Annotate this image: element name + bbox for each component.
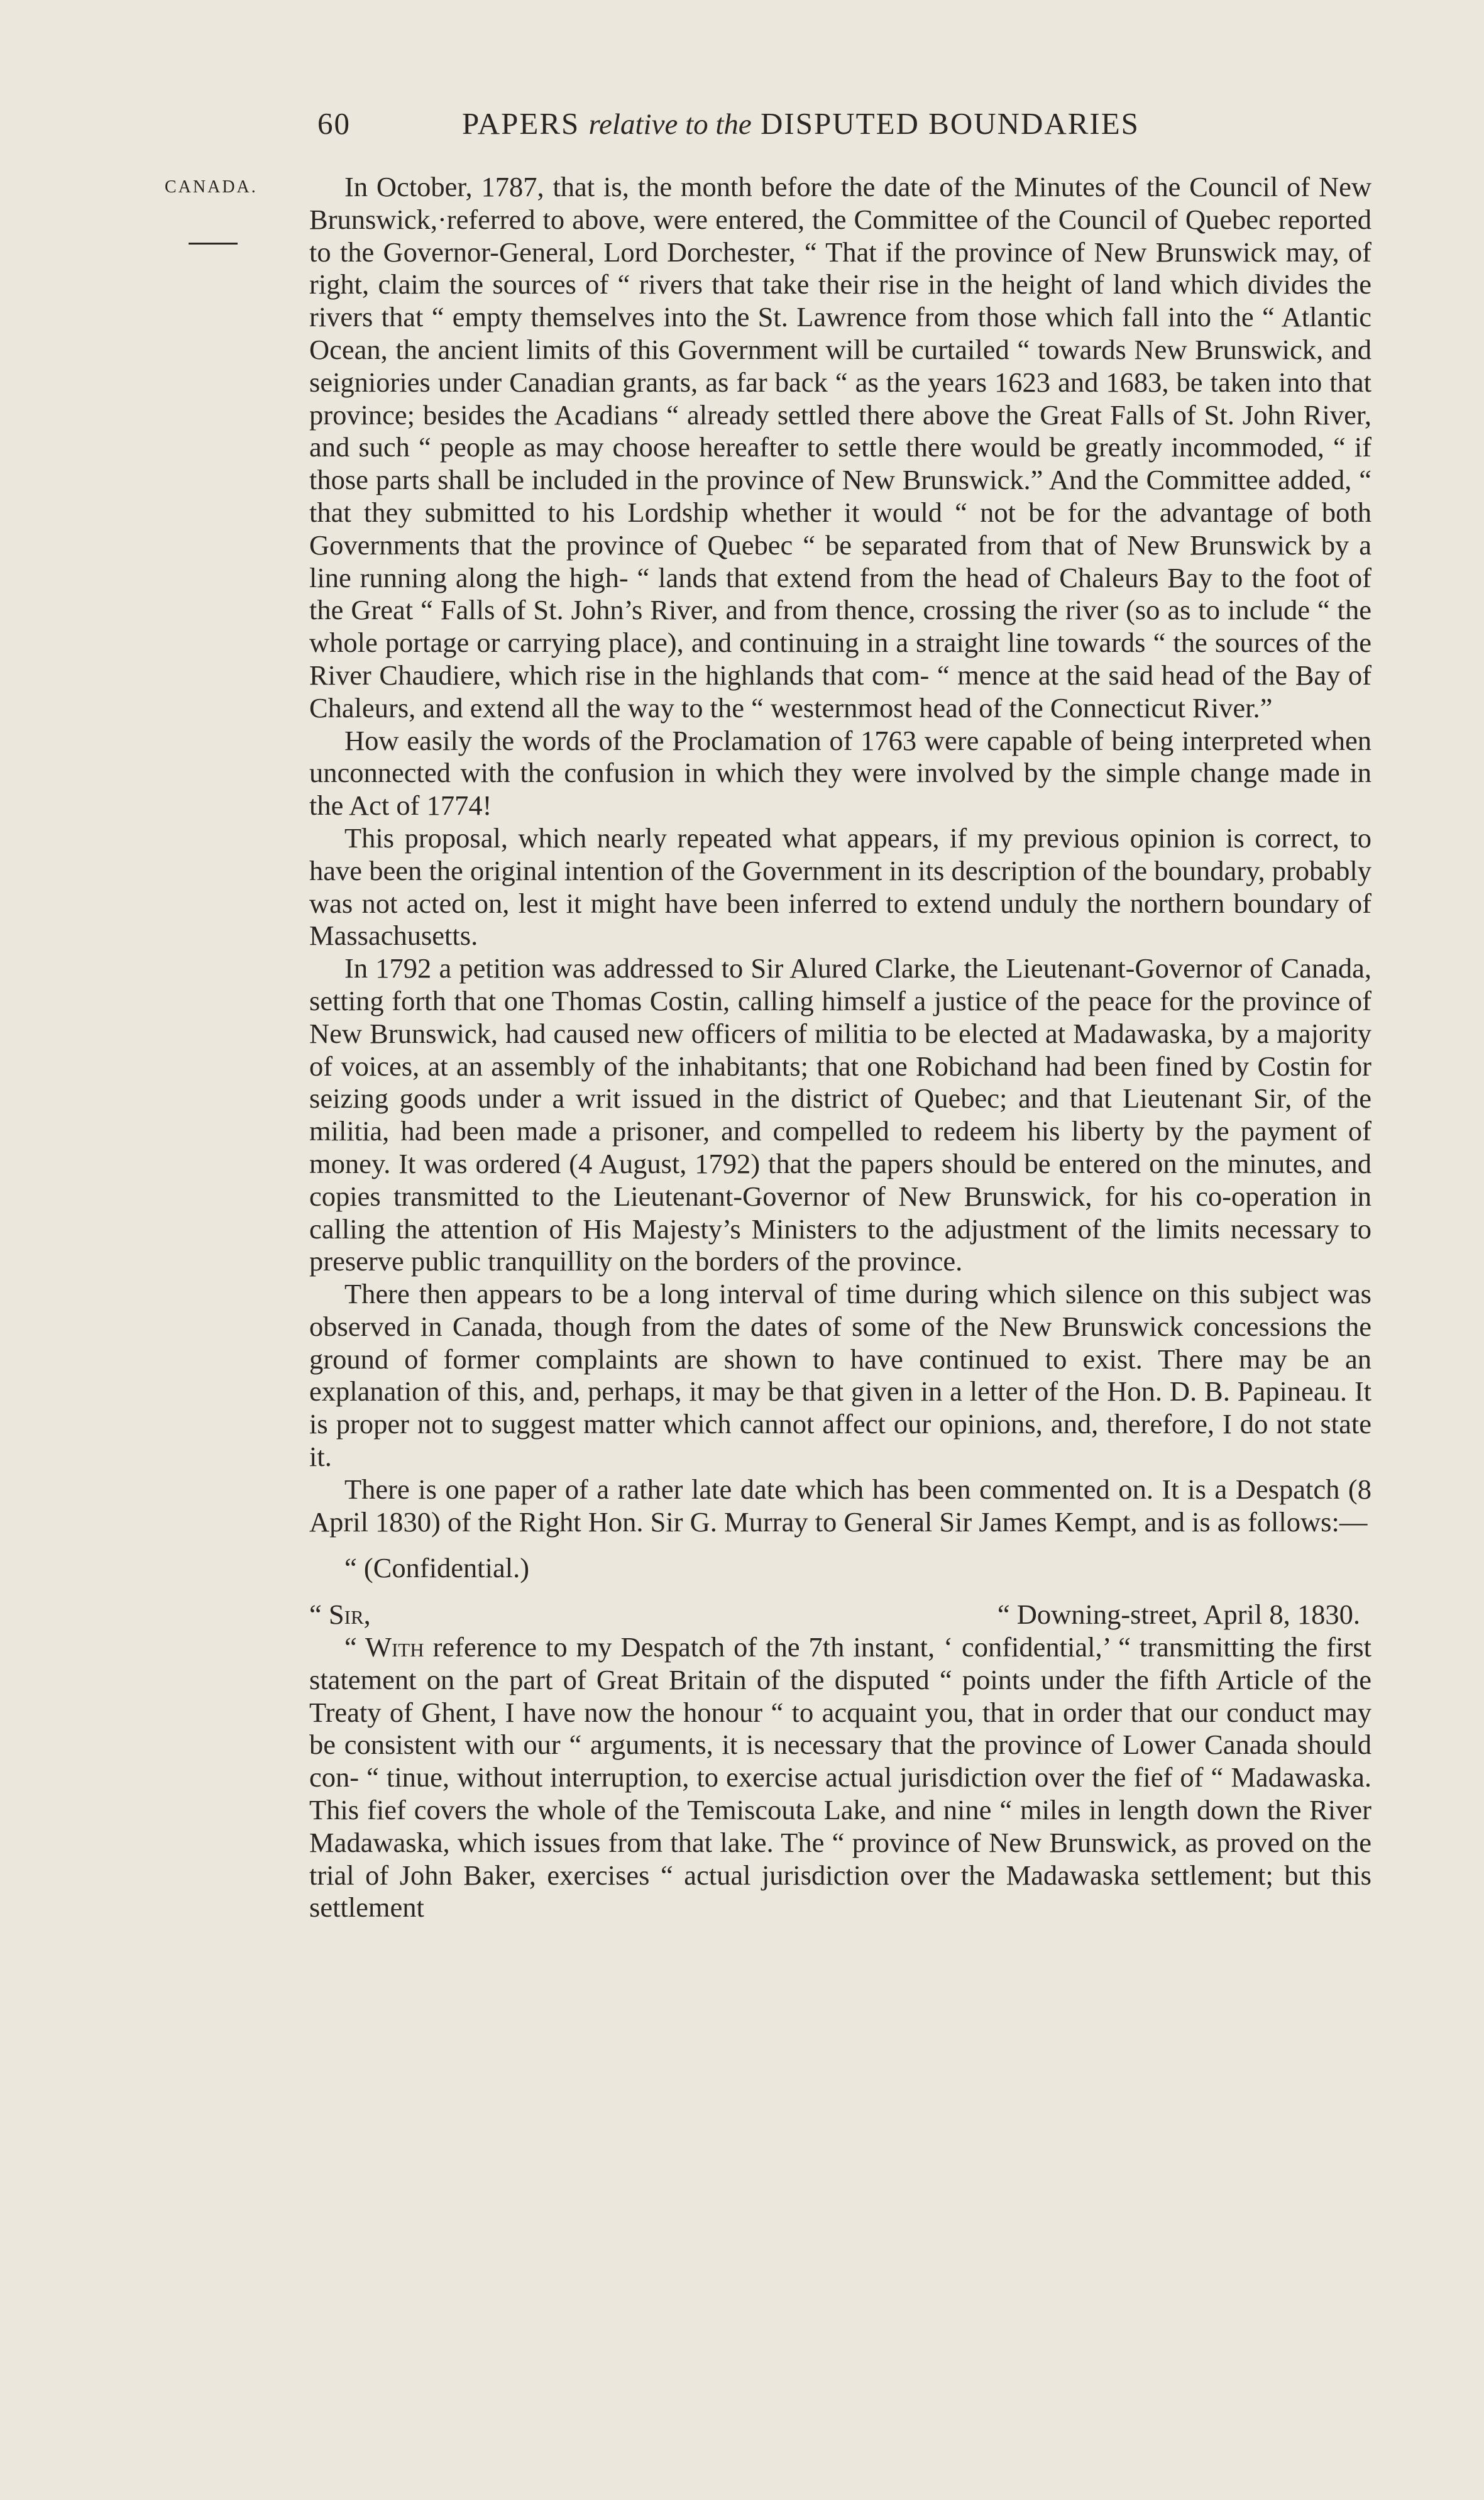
letter-body-text: reference to my Despatch of the 7th instant, ‘ confidential,’ “ transmitting the first statement on the part of Great Britain of the disputed “ points under the fifth Article of the Treaty of Ghent, I have now the honour “ to acquaint you, that in order that our conduct may be consistent with our “ arguments, it is necessary that the province of Lower Canada should con- “ tinue, without interruption, to exercise actual jurisdiction over the fief of “ Madawaska. This fief covers the whole of the Temiscouta Lake, and nine “ miles in length down the River Madawaska, which issues from that lake. The “ province of New Brunswick, as proved on the trial of John Baker, exercises “ actual jurisdiction over the Madawaska settlement; but this settlement: [309, 1631, 1371, 1924]
letter-dateline: “ Downing-street, April 8, 1830.: [997, 1599, 1360, 1631]
spacer: [309, 1538, 1371, 1552]
letter-confidential: “ (Confidential.): [344, 1552, 530, 1584]
margin-rule: [189, 243, 238, 245]
running-title-part-2: relative to the: [588, 108, 752, 141]
body-text: [309, 171, 1371, 1924]
running-title-part-1: PAPERS: [462, 106, 589, 141]
paragraph-2: How easily the words of the Proclamation of 1763 were capable of being interpreted when unconnected with the confusion in which they were involved by the simple change made in the Act of 1774!: [309, 724, 1371, 822]
running-title-part-3: DISPUTED BOUNDARIES: [751, 106, 1140, 141]
letter-body-lead: “ With: [344, 1631, 424, 1663]
margin-note: CANADA.: [165, 177, 258, 197]
paragraph-4: In 1792 a petition was addressed to Sir Alured Clarke, the Lieutenant-Governor of Canada, setting forth that one Thomas Costin, calling himself a justice of the peace for the province of New Brunswick, had caused new officers of militia to be elected at Madawaska, by a majority of voices, at an assembly of the inhabitants; that one Robichand had been fined by Costin for seizing goods under a writ issued in the district of Quebec; and that Lieutenant Sir, of the militia, had been made a prisoner, and compelled to redeem his liberty by the payment of money. It was ordered (4 August, 1792) that the papers should be entered on the minutes, and copies transmitted to the Lieutenant-Governor of New Brunswick, for his co-operation in calling the attention of His Majesty’s Ministers to the adjustment of the limits necessary to preserve public tranquillity on the borders of the province.: [309, 952, 1371, 1277]
spacer: [309, 1585, 1371, 1599]
letter-body: [309, 1631, 1371, 1924]
running-head: [317, 106, 1223, 141]
paragraph-1: In October, 1787, that is, the month before the date of the Minutes of the Council of New Brunswick,·referred to above, were entered, the Committee of the Council of Quebec reported to the Governor-General, Lord Dorchester, “ That if the province of New Brunswick may, of right, claim the sources of “ rivers that take their rise in the height of land which divides the rivers that “ empty themselves into the St. Lawrence from those which fall into the “ Atlantic Ocean, the ancient limits of this Government will be curtailed “ towards New Brunswick, and seigniories under Canadian grants, as far back “ as the years 1623 and 1683, be taken into that province; besides the Acadians “ already settled there above the Great Falls of St. John River, and such “ people as may choose hereafter to settle there would be greatly incommoded, “ if those parts shall be included in the province of New Brunswick.” And the Committee added, “ that they submitted to his Lordship whether it would “ not be for the advantage of both Governments that the province of Quebec “ be separated from that of New Brunswick by a line running along the high- “ lands that extend from the head of Chaleurs Bay to the foot of the Great “ Falls of St. John’s River, and from thence, crossing the river (so as to include “ the whole portage or carrying place), and continuing in a straight line towards “ the sources of the River Chaudiere, which rise in the highlands that com- “ mence at the said head of the Bay of Chaleurs, and extend all the way to the “ westernmost head of the Connecticut River.”: [309, 171, 1371, 724]
paragraph-5: There then appears to be a long interval of time during which silence on this subject was observed in Canada, though from the dates of some of the New Brunswick concessions the ground of former complaints are shown to have continued to exist. There may be an explanation of this, and, perhaps, it may be that given in a letter of the Hon. D. B. Papineau. It is proper not to suggest matter which cannot affect our opinions, and, therefore, I do not state it.: [309, 1278, 1371, 1473]
paragraph-3: This proposal, which nearly repeated what appears, if my previous opinion is correct, to have been the original intention of the Government in its description of the boundary, probably was not acted on, lest it might have been inferred to extend unduly the northern boundary of Massachusetts.: [309, 822, 1371, 952]
letter-salutation: “ Sir,: [309, 1599, 371, 1631]
paragraph-6: There is one paper of a rather late date which has been commented on. It is a Despatch (8 April 1830) of the Right Hon. Sir G. Murray to General Sir James Kempt, and is as follows:—: [309, 1473, 1371, 1538]
letter-heading: [309, 1599, 1371, 1631]
page-number: 60: [317, 106, 351, 141]
